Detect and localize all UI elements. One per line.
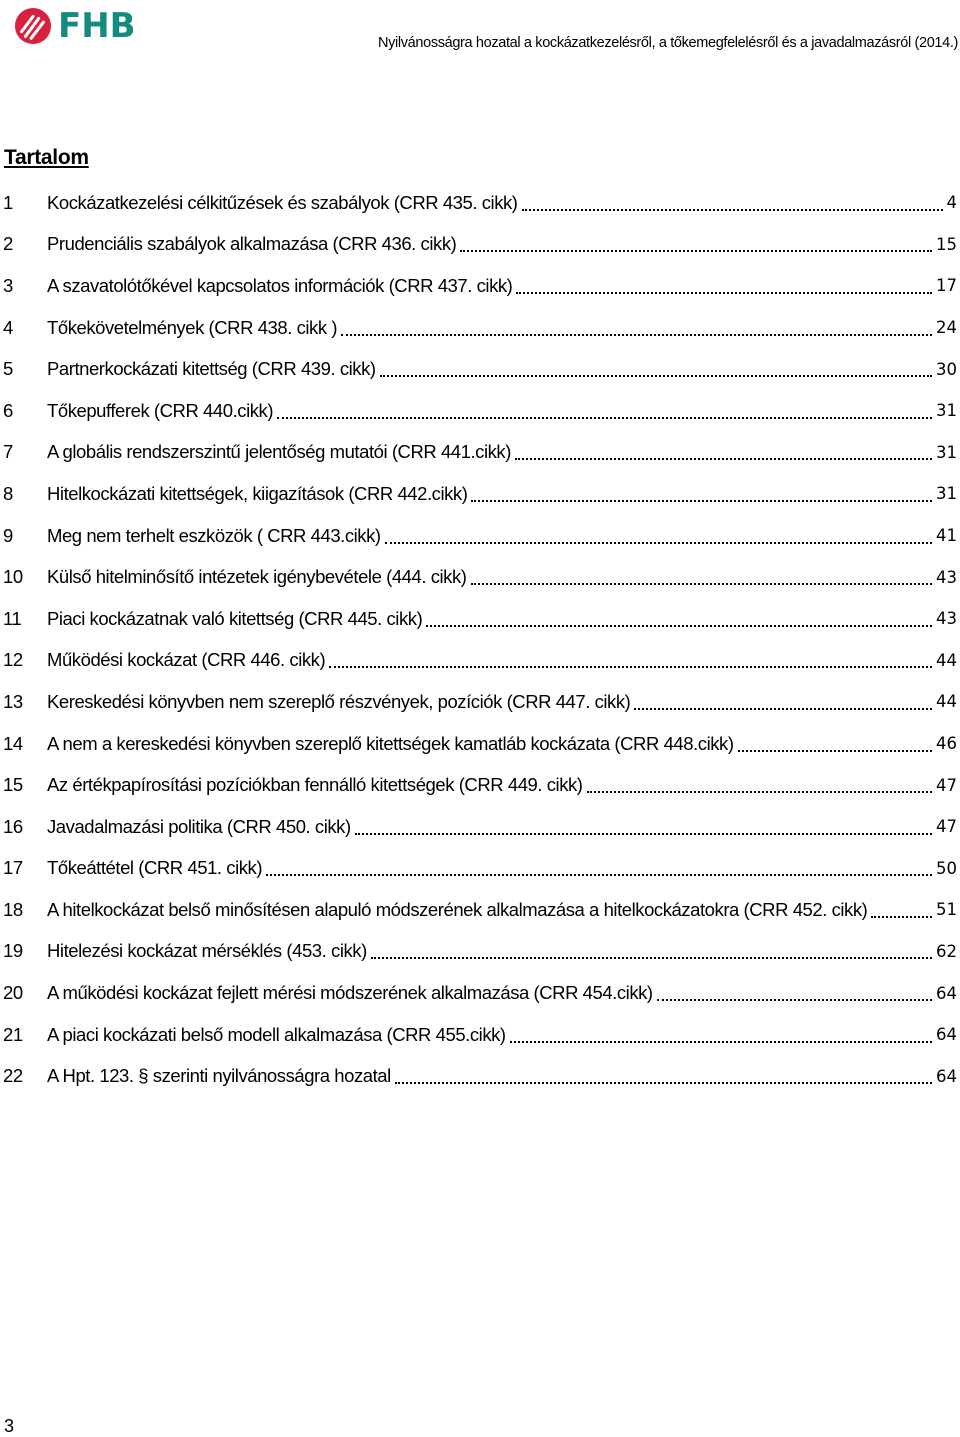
toc-entry-title[interactable]: A Hpt. 123. § szerinti nyilvánosságra hozatal: [47, 1065, 391, 1087]
toc-entry-number: 4: [3, 316, 13, 338]
toc-dot-leader: [355, 831, 932, 835]
toc-entry[interactable]: [0, 432, 960, 474]
toc-entry-number: 19: [3, 940, 23, 962]
toc-entry-title[interactable]: Prudenciális szabályok alkalmazása (CRR 436. cikk): [47, 233, 457, 255]
toc-entry-page[interactable]: 47: [936, 817, 957, 837]
toc-entry-page[interactable]: 50: [936, 858, 957, 878]
toc-dot-leader: [871, 914, 932, 918]
toc-entry-title[interactable]: Kockázatkezelési célkitűzések és szabályok (CRR 435. cikk): [47, 191, 518, 213]
toc-entry-page[interactable]: 30: [936, 359, 957, 379]
toc-entry-page[interactable]: 62: [936, 941, 957, 961]
page-number: 3: [4, 1416, 15, 1436]
toc-entry-page[interactable]: 31: [936, 442, 957, 462]
toc-dot-leader: [380, 373, 932, 377]
toc-dot-leader: [395, 1080, 932, 1084]
toc-entry-number: 11: [3, 607, 22, 629]
toc-entry[interactable]: [0, 972, 960, 1014]
toc-dot-leader: [510, 1039, 932, 1043]
toc-entry-title[interactable]: Az értékpapírosítási pozíciókban fennálló kitettségek (CRR 449. cikk): [47, 774, 583, 796]
toc-dot-leader: [522, 207, 943, 211]
toc-entry-page[interactable]: 44: [936, 650, 957, 670]
toc-dot-leader: [657, 997, 932, 1001]
toc-entry-page[interactable]: 15: [936, 234, 957, 254]
toc-entry-number: 7: [3, 441, 13, 463]
toc-entry-title[interactable]: Működési kockázat (CRR 446. cikk): [47, 649, 326, 671]
toc-entry-title[interactable]: Partnerkockázati kitettség (CRR 439. cikk): [47, 358, 376, 380]
toc-dot-leader: [460, 248, 932, 252]
toc-entry-page[interactable]: 46: [936, 734, 957, 754]
toc-entry-title[interactable]: A hitelkockázat belső minősítésen alapuló módszerének alkalmazása a hitelkockázatokra (CRR 452. cikk): [47, 898, 868, 920]
toc-dot-leader: [266, 872, 932, 876]
toc-dot-leader: [277, 415, 932, 419]
toc-entry-number: 13: [3, 690, 23, 712]
toc-entry-title[interactable]: Javadalmazási politika (CRR 450. cikk): [47, 815, 351, 837]
table-of-contents: [0, 182, 960, 1097]
toc-entry-title[interactable]: Piaci kockázatnak való kitettség (CRR 445. cikk): [47, 607, 423, 629]
toc-entry-page[interactable]: 31: [936, 401, 957, 421]
toc-title: Tartalom: [4, 146, 89, 169]
toc-entry-page[interactable]: 43: [936, 609, 957, 629]
toc-entry-page[interactable]: 47: [936, 775, 957, 795]
toc-entry-page[interactable]: 17: [936, 276, 957, 296]
toc-entry-page[interactable]: 64: [936, 1066, 957, 1086]
toc-entry-title[interactable]: A globális rendszerszintű jelentőség mutatói (CRR 441.cikk): [47, 441, 511, 463]
toc-entry-number: 12: [3, 649, 23, 671]
toc-entry-number: 20: [3, 982, 23, 1004]
toc-entry[interactable]: [0, 598, 960, 640]
brand-name: FHB: [58, 6, 136, 46]
toc-entry[interactable]: [0, 640, 960, 682]
toc-entry-number: 9: [3, 524, 13, 546]
toc-dot-leader: [515, 456, 932, 460]
toc-entry-number: 22: [3, 1065, 23, 1087]
toc-entry[interactable]: [0, 806, 960, 848]
toc-entry-title[interactable]: Meg nem terhelt eszközök ( CRR 443.cikk): [47, 524, 381, 546]
toc-entry[interactable]: [0, 931, 960, 973]
toc-entry-page[interactable]: 24: [936, 318, 957, 338]
toc-dot-leader: [385, 540, 932, 544]
toc-entry-page[interactable]: 43: [936, 567, 957, 587]
toc-entry[interactable]: [0, 889, 960, 931]
toc-entry-title[interactable]: Tőkeáttétel (CRR 451. cikk): [47, 857, 263, 879]
toc-entry-title[interactable]: A szavatolótőkével kapcsolatos információk (CRR 437. cikk): [47, 274, 513, 296]
toc-entry-page[interactable]: 4: [946, 193, 957, 213]
toc-entry-number: 2: [3, 233, 13, 255]
toc-dot-leader: [471, 581, 933, 585]
toc-entry[interactable]: [0, 307, 960, 349]
toc-entry-number: 10: [3, 566, 23, 588]
toc-entry-title[interactable]: Külső hitelminősítő intézetek igénybevétele (444. cikk): [47, 566, 467, 588]
toc-entry-title[interactable]: Hitelezési kockázat mérséklés (453. cikk): [47, 940, 367, 962]
toc-entry-page[interactable]: 64: [936, 1025, 957, 1045]
toc-entry[interactable]: [0, 390, 960, 432]
toc-entry-number: 5: [3, 358, 13, 380]
toc-dot-leader: [516, 290, 932, 294]
toc-entry-title[interactable]: A működési kockázat fejlett mérési módszerének alkalmazása (CRR 454.cikk): [47, 982, 653, 1004]
toc-entry[interactable]: [0, 764, 960, 806]
toc-entry-number: 8: [3, 482, 13, 504]
toc-entry-page[interactable]: 64: [936, 983, 957, 1003]
toc-entry-number: 1: [3, 191, 13, 213]
toc-entry-number: 6: [3, 399, 13, 421]
toc-entry-title[interactable]: A nem a kereskedési könyvben szereplő kitettségek kamatláb kockázata (CRR 448.cikk): [47, 732, 734, 754]
toc-entry[interactable]: [0, 224, 960, 266]
toc-entry[interactable]: [0, 723, 960, 765]
toc-entry[interactable]: [0, 473, 960, 515]
toc-entry-title[interactable]: A piaci kockázati belső modell alkalmazása (CRR 455.cikk): [47, 1023, 506, 1045]
toc-entry-title[interactable]: Kereskedési könyvben nem szereplő részvények, pozíciók (CRR 447. cikk): [47, 690, 631, 712]
fhb-stripes-icon: [14, 7, 52, 45]
toc-entry-number: 17: [3, 857, 23, 879]
toc-entry[interactable]: [0, 848, 960, 890]
toc-entry[interactable]: [0, 348, 960, 390]
toc-entry-page[interactable]: 51: [936, 900, 957, 920]
toc-entry[interactable]: [0, 182, 960, 224]
toc-dot-leader: [329, 664, 932, 668]
toc-dot-leader: [587, 789, 932, 793]
toc-entry-page[interactable]: 31: [936, 484, 957, 504]
toc-entry-number: 14: [3, 732, 23, 754]
toc-entry-number: 18: [3, 898, 23, 920]
toc-dot-leader: [634, 706, 932, 710]
toc-entry-number: 21: [3, 1023, 23, 1045]
toc-entry[interactable]: [0, 515, 960, 557]
toc-entry[interactable]: [0, 681, 960, 723]
toc-entry-number: 3: [3, 274, 13, 296]
toc-dot-leader: [426, 623, 932, 627]
toc-entry-number: 15: [3, 774, 23, 796]
toc-dot-leader: [738, 748, 932, 752]
logo: [14, 6, 136, 46]
toc-entry-title[interactable]: Hitelkockázati kitettségek, kiigazítások (CRR 442.cikk): [47, 482, 468, 504]
toc-dot-leader: [341, 332, 932, 336]
document-title: Nyilvánosságra hozatal a kockázatkezelésről, a tőkemegfelelésről és a javadalmazásról (2014.): [378, 35, 958, 51]
toc-entry-title[interactable]: Tőkepufferek (CRR 440.cikk): [47, 399, 274, 421]
toc-dot-leader: [471, 498, 932, 502]
toc-entry[interactable]: [0, 1055, 960, 1097]
toc-entry-page[interactable]: 41: [936, 526, 957, 546]
toc-entry-number: 16: [3, 815, 23, 837]
toc-entry[interactable]: [0, 265, 960, 307]
toc-entry-title[interactable]: Tőkekövetelmények (CRR 438. cikk ): [47, 316, 338, 338]
toc-entry[interactable]: [0, 556, 960, 598]
toc-dot-leader: [371, 955, 932, 959]
toc-entry-page[interactable]: 44: [936, 692, 957, 712]
toc-entry[interactable]: [0, 1014, 960, 1056]
